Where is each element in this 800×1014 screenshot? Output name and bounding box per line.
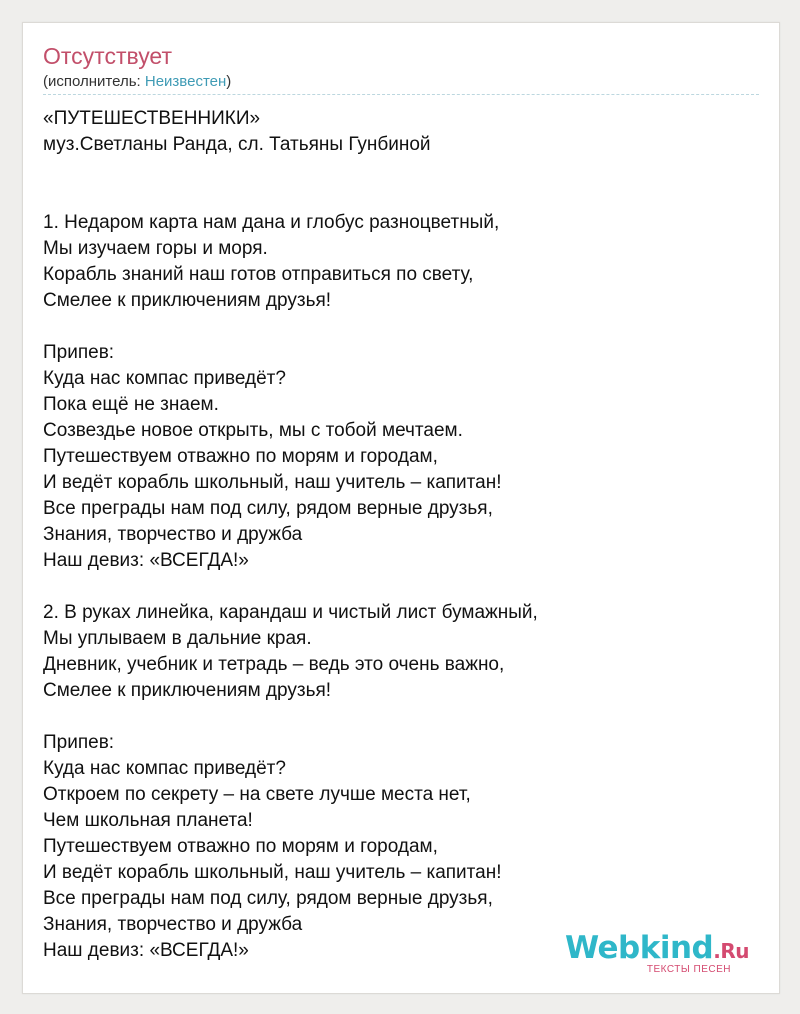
verse-1: [43, 210, 759, 314]
lyric-line: И ведёт корабль школьный, наш учитель – капитан!: [43, 472, 502, 493]
lyric-line: 2. В руках линейка, карандаш и чистый лист бумажный,: [43, 602, 538, 623]
chorus-label: Припев:: [43, 732, 115, 753]
lyric-line: Чем школьная планета!: [43, 810, 253, 831]
lyric-line: Мы изучаем горы и моря.: [43, 238, 268, 259]
lyric-line: Смелее к приключениям друзья!: [43, 290, 332, 311]
lyric-line: Знания, творчество и дружба: [43, 524, 303, 545]
lyric-line: Знания, творчество и дружба: [43, 914, 303, 935]
lyric-line: Куда нас компас приведёт?: [43, 758, 286, 779]
artist-link[interactable]: Неизвестен: [144, 73, 227, 90]
chorus-2: [43, 730, 759, 964]
watermark-tld: .Ru: [713, 939, 749, 963]
watermark-logo: [565, 931, 749, 968]
lyric-line: И ведёт корабль школьный, наш учитель – капитан!: [43, 862, 502, 883]
page-title: Отсутствует: [43, 43, 172, 69]
song-name: «ПУТЕШЕСТВЕННИКИ»: [43, 108, 261, 129]
chorus-label: Припев:: [43, 342, 115, 363]
lyric-line: Смелее к приключениям друзья!: [43, 680, 332, 701]
lyric-line: Мы уплываем в дальние края.: [43, 628, 312, 649]
chorus-1: [43, 340, 759, 574]
verse-2: [43, 600, 759, 704]
lyric-line: Путешествуем отважно по морям и городам,: [43, 446, 438, 467]
spacer: [43, 704, 759, 730]
lyric-line: Куда нас компас приведёт?: [43, 368, 286, 389]
lyric-line: Корабль знаний наш готов отправиться по свету,: [43, 264, 474, 285]
lyric-line: Путешествуем отважно по морям и городам,: [43, 836, 438, 857]
lyric-line: Созвездье новое открыть, мы с тобой мечтаем.: [43, 420, 463, 441]
lyric-line: Все преграды нам под силу, рядом верные друзья,: [43, 888, 493, 909]
artist-line: [43, 73, 231, 90]
artist-suffix: ): [226, 73, 232, 90]
lyric-line: Откроем по секрету – на свете лучше места нет,: [43, 784, 471, 805]
song-credits: муз.Светланы Ранда, сл. Татьяны Гунбиной: [43, 134, 431, 155]
lyrics-text: [43, 106, 759, 964]
lyrics-sheet: [22, 22, 780, 994]
lyric-line: Дневник, учебник и тетрадь – ведь это очень важно,: [43, 654, 505, 675]
lyric-line: Все преграды нам под силу, рядом верные друзья,: [43, 498, 493, 519]
watermark-tagline: ТЕКСТЫ ПЕСЕН: [646, 964, 731, 975]
watermark-brand: Webkind: [564, 930, 714, 966]
lyric-line: Наш девиз: «ВСЕГДА!»: [43, 550, 249, 571]
artist-prefix: (исполнитель:: [43, 73, 145, 90]
spacer: [43, 158, 759, 210]
lyric-line: 1. Недаром карта нам дана и глобус разноцветный,: [43, 212, 500, 233]
spacer: [43, 314, 759, 340]
lyric-line: Пока ещё не знаем.: [43, 394, 219, 415]
site-watermark: [565, 931, 749, 975]
header-divider: [43, 94, 759, 95]
spacer: [43, 574, 759, 600]
lyric-line: Наш девиз: «ВСЕГДА!»: [43, 940, 249, 961]
